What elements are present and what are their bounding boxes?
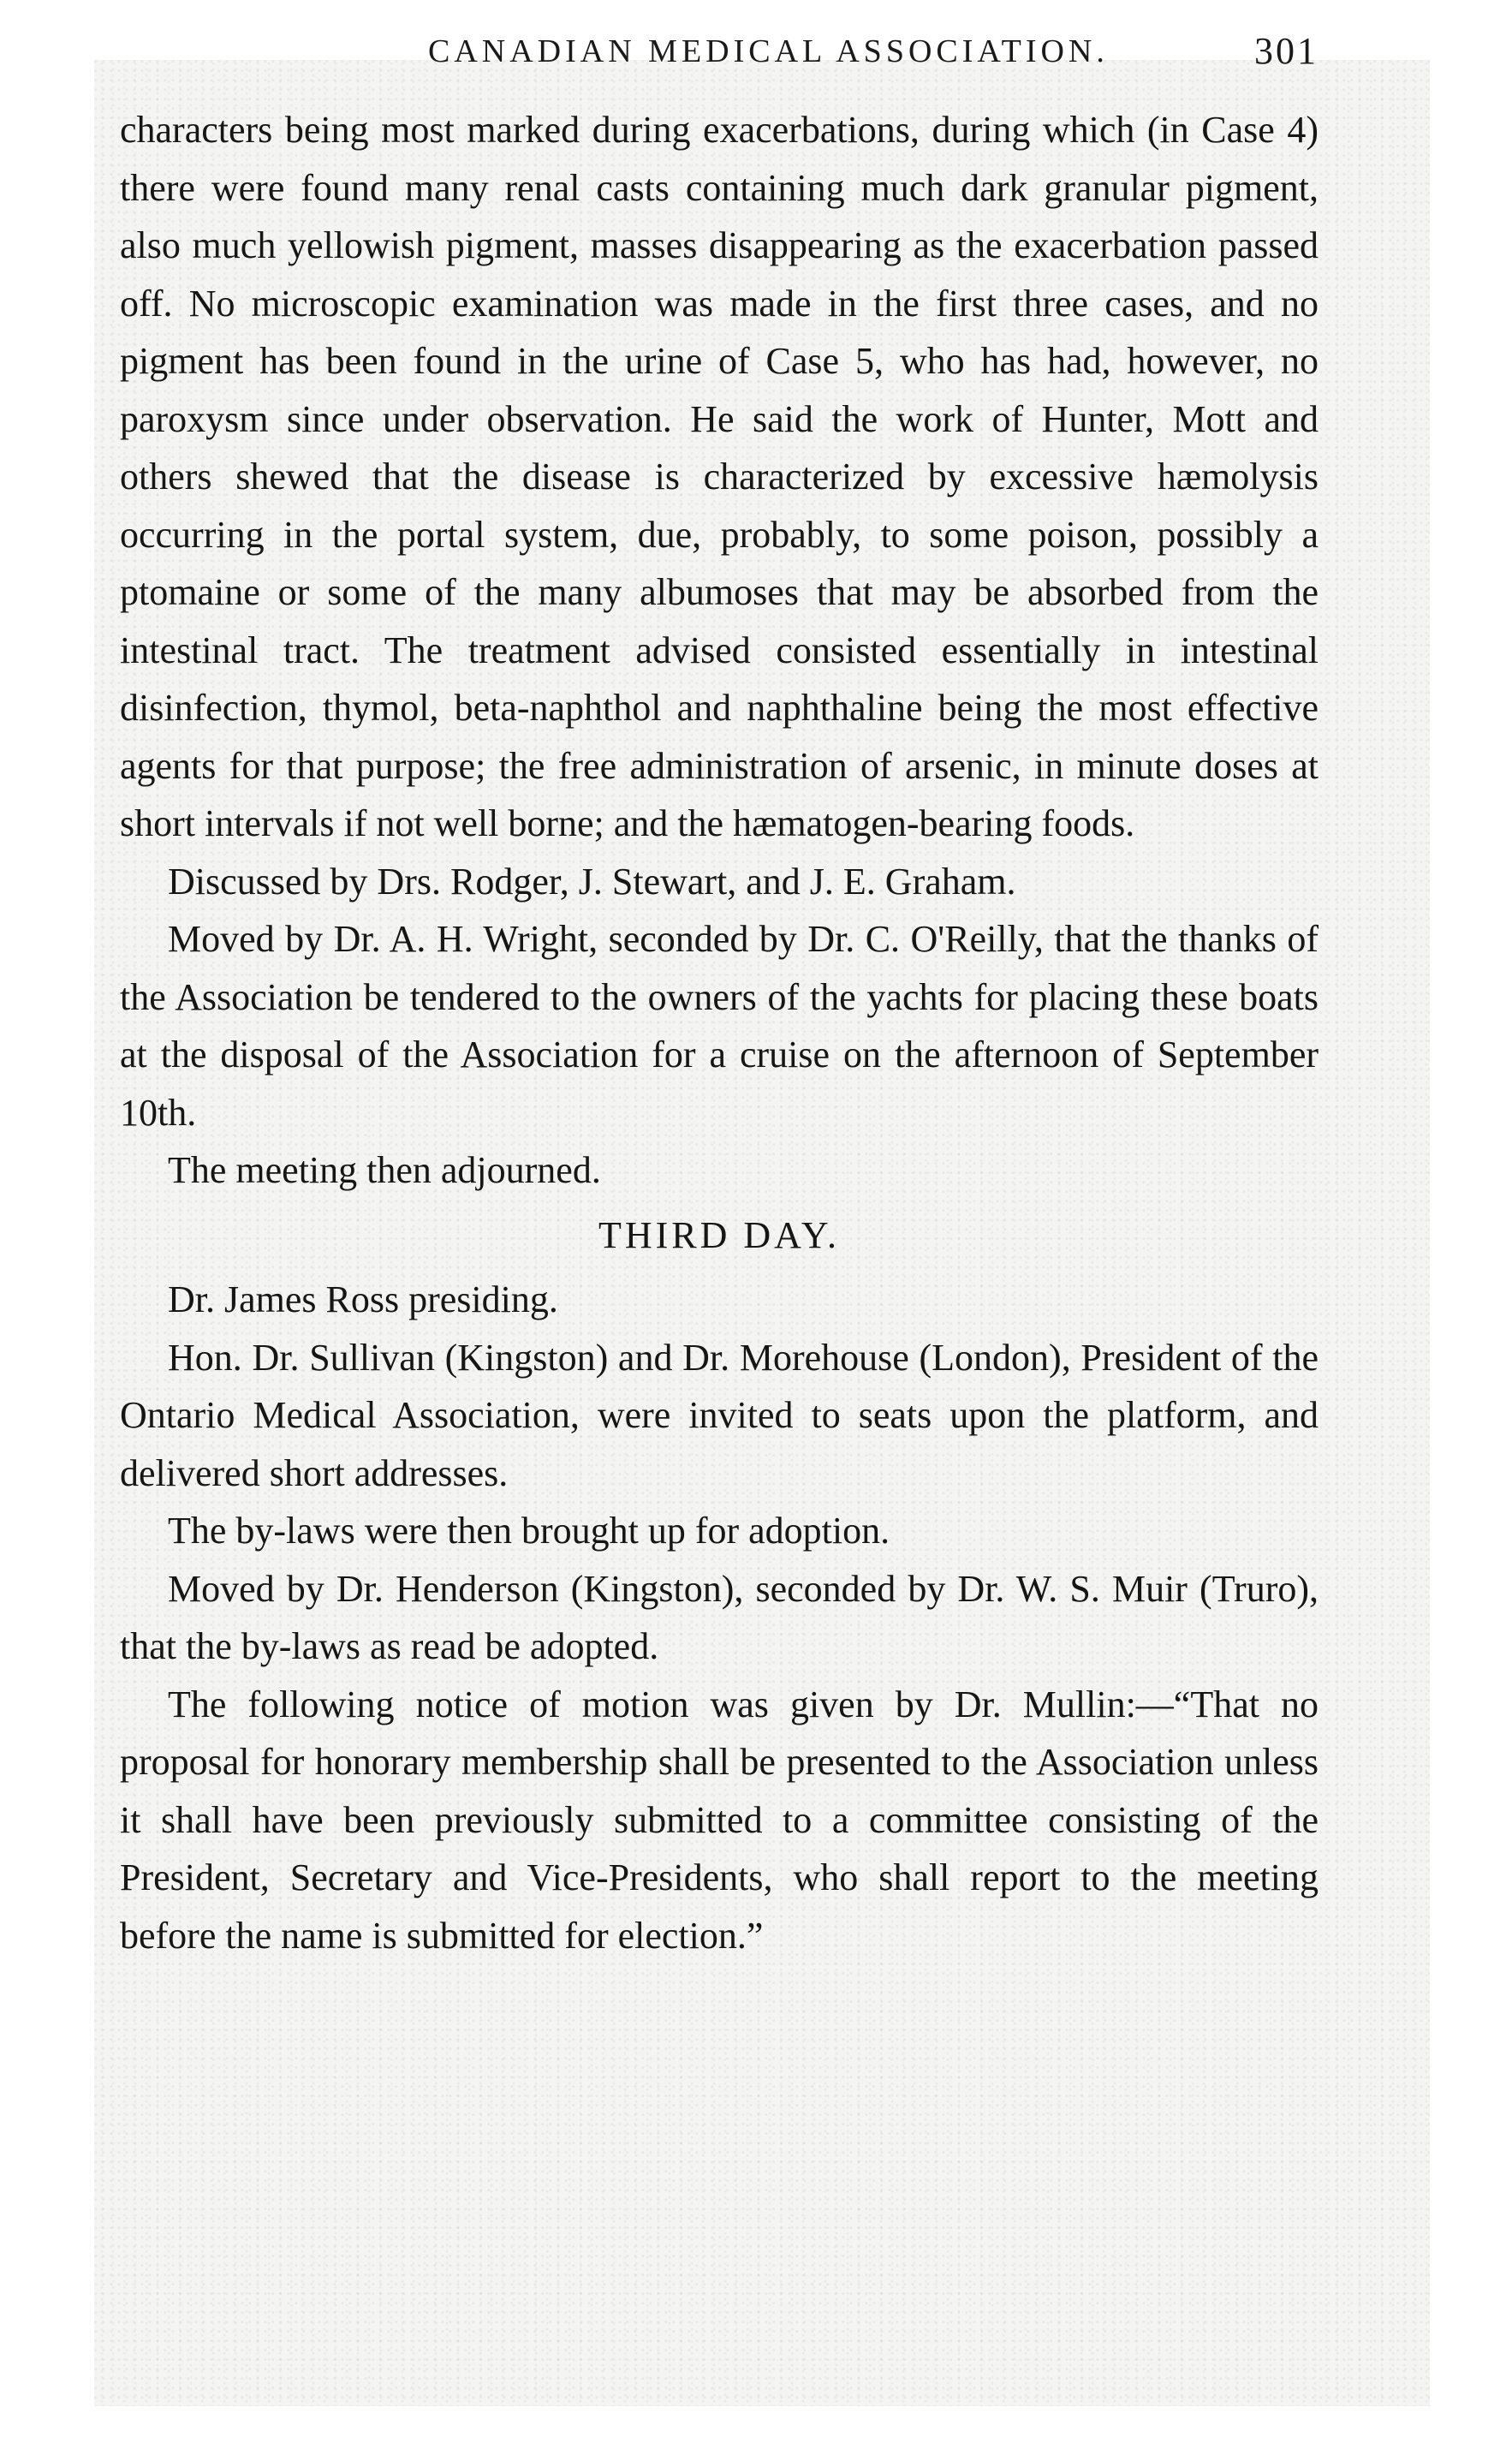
paragraph-by-laws: The by-laws were then brought up for adoption. [168,1510,890,1552]
page-header [120,24,1319,84]
paragraph-yacht-motion: Moved by Dr. A. H. Wright, seconded by Dr. C. O'Reilly, that the thanks of the Association be tendered to the owners of the yachts for placing these boats at the disposal of the Association for a cruise on the afternoon of September 10th. [120,918,1319,1134]
paragraph-by-laws-motion: Moved by Dr. Henderson (Kingston), seconded by Dr. W. S. Muir (Truro), that the by-laws as read be adopted. [120,1567,1319,1667]
body-text [120,101,1319,1964]
paragraph-case-discussion: characters being most marked during exacerbations, during which (in Case 4) there were found many renal casts containing much dark granular pigment, also much yellowish pigment, masses disappearing as the exacerbation passed off. No microscopic examination was made in the first three cases, and no pigment has been found in the urine of Case 5, who has had, however, no paroxysm since under observation. He said the work of Hunter, Mott and others shewed that the disease is characterized by excessive hæmolysis occurring in the portal system, due, probably, to some poison, possibly a ptomaine or some of the many albumoses that may be absorbed from the intestinal tract. The treatment advised consisted essentially in intestinal disinfection, thymol, beta-naphthol and naphthaline being the most effective agents for that purpose; the free administration of arsenic, in minute doses at short intervals if not well borne; and the hæmatogen-bearing foods. [120,109,1319,844]
paragraph-addresses: Hon. Dr. Sullivan (Kingston) and Dr. Morehouse (London), President of the Ontario Medical Association, were invited to seats upon the platform, and delivered short addresses. [120,1336,1319,1494]
running-head: CANADIAN MEDICAL ASSOCIATION. [428,33,1109,69]
paragraph-meeting-adjourned: The meeting then adjourned. [168,1149,601,1191]
paragraph-presiding: Dr. James Ross presiding. [168,1278,558,1320]
paragraph-notice-of-motion: The following notice of motion was given by Dr. Mullin:—“That no proposal for honorary membership shall be presented to the Association unless it shall have been previously submitted to a committee consisting of the President, Secretary and Vice-Presidents, who shall report to the meeting before the name is submitted for election.” [120,1683,1319,1957]
paragraph-discussed-by: Discussed by Drs. Rodger, J. Stewart, and J. E. Graham. [168,860,1016,903]
section-heading: THIRD DAY. [598,1213,841,1256]
page-number: 301 [1254,30,1319,72]
